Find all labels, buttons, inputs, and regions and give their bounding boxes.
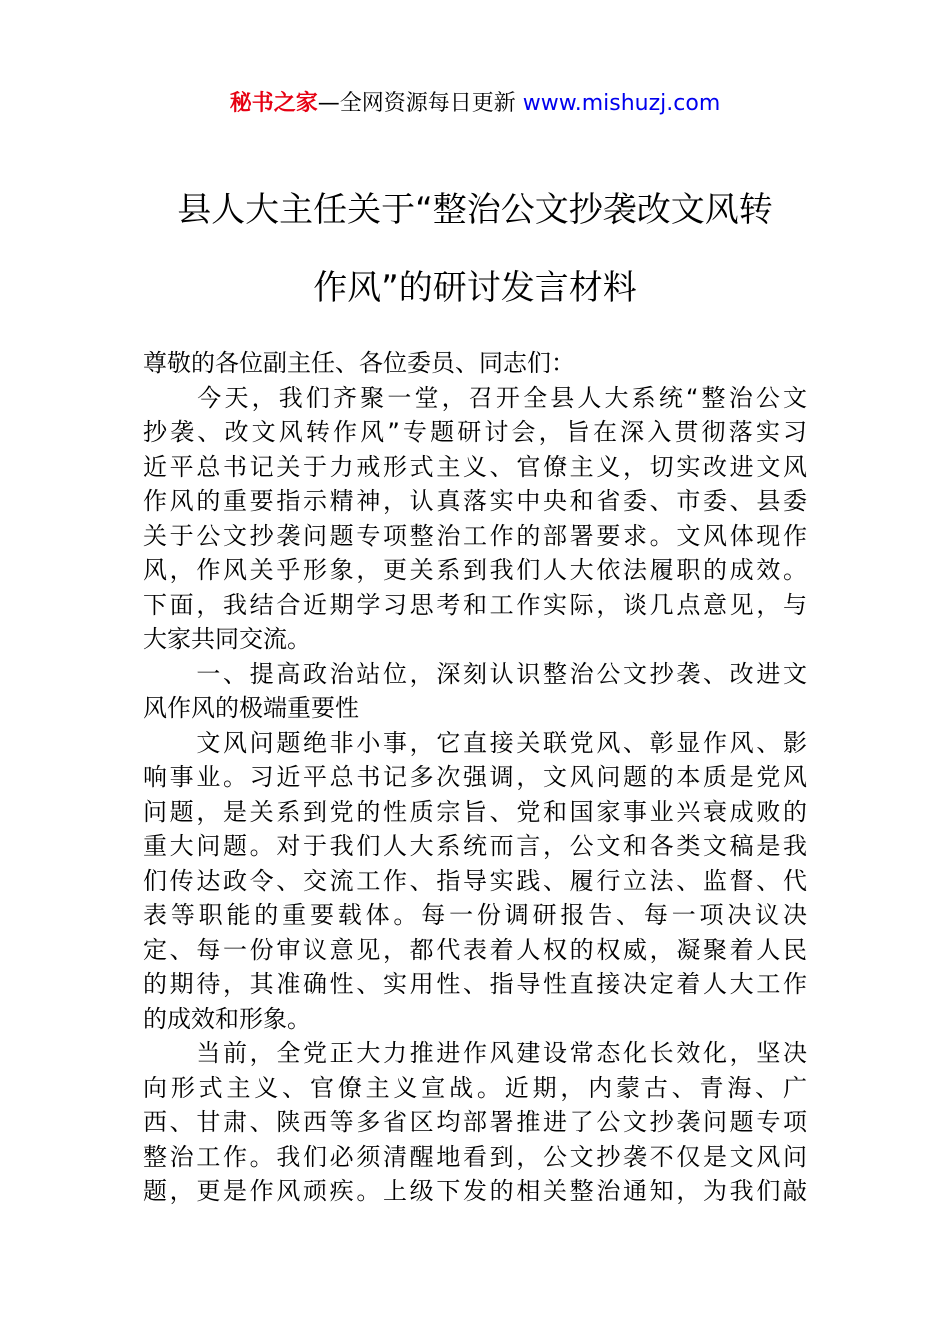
body-line: 作风的重要指示精神，认真落实中央和省委、市委、县委 (143, 487, 807, 515)
body-line: 近平总书记关于力戒形式主义、官僚主义，切实改进文风 (143, 452, 807, 481)
body-line: 文风问题绝非小事，它直接关联党风、彰显作风、影 (143, 728, 807, 757)
site-url-link[interactable]: www.mishuzj.com (522, 91, 721, 116)
body-line: 定、每一份审议意见，都代表着人权的权威，凝聚着人民 (143, 935, 807, 964)
body-line: 重大问题。对于我们人大系统而言，公文和各类文稿是我 (143, 832, 807, 860)
document-title (100, 186, 850, 342)
site-header (0, 88, 950, 120)
body-line: 的成效和形象。 (143, 1004, 311, 1033)
body-line: 向形式主义、官僚主义宣战。近期，内蒙古、青海、广 (143, 1073, 807, 1102)
body-line: 问题，是关系到党的性质宗旨、党和国家事业兴衰成败的 (143, 797, 807, 826)
body-line: 大家共同交流。 (143, 625, 311, 653)
body-line: 尊敬的各位副主任、各位委员、同志们： (143, 349, 575, 377)
body-line: 表等职能的重要载体。每一份调研报告、每一项决议决 (143, 901, 807, 929)
site-brand: 秘书之家 (229, 91, 318, 116)
body-line: 整治工作。我们必须清醒地看到，公文抄袭不仅是文风问 (143, 1142, 807, 1171)
body-line: 风作风的极端重要性 (143, 694, 359, 722)
body-line: 抄袭、改文风转作风”专题研讨会，旨在深入贯彻落实习 (143, 418, 807, 446)
body-line: 题，更是作风顽疾。上级下发的相关整治通知，为我们敲 (143, 1177, 807, 1205)
title-line-2: 作风”的研讨发言材料 (313, 268, 637, 308)
body-line: 关于公文抄袭问题专项整治工作的部署要求。文风体现作 (143, 521, 807, 550)
document-body (143, 346, 807, 1209)
body-line: 今天，我们齐聚一堂，召开全县人大系统“整治公文 (143, 383, 807, 412)
body-line: 们传达政令、交流工作、指导实践、履行立法、监督、代 (143, 866, 807, 895)
body-line: 下面，我结合近期学习思考和工作实际，谈几点意见，与 (143, 590, 807, 619)
body-line: 当前，全党正大力推进作风建设常态化长效化，坚决 (143, 1039, 807, 1067)
site-slogan: —全网资源每日更新 (317, 91, 523, 116)
body-line: 西、甘肃、陕西等多省区均部署推进了公文抄袭问题专项 (143, 1108, 807, 1136)
body-line: 响事业。习近平总书记多次强调，文风问题的本质是党风 (143, 763, 807, 791)
body-line: 的期待，其准确性、实用性、指导性直接决定着人大工作 (143, 970, 807, 998)
body-line: 一、提高政治站位，深刻认识整治公文抄袭、改进文 (143, 659, 807, 688)
body-line: 风，作风关乎形象，更关系到我们人大依法履职的成效。 (143, 556, 807, 584)
title-line-1: 县人大主任关于“整治公文抄袭改文风转 (177, 190, 773, 230)
